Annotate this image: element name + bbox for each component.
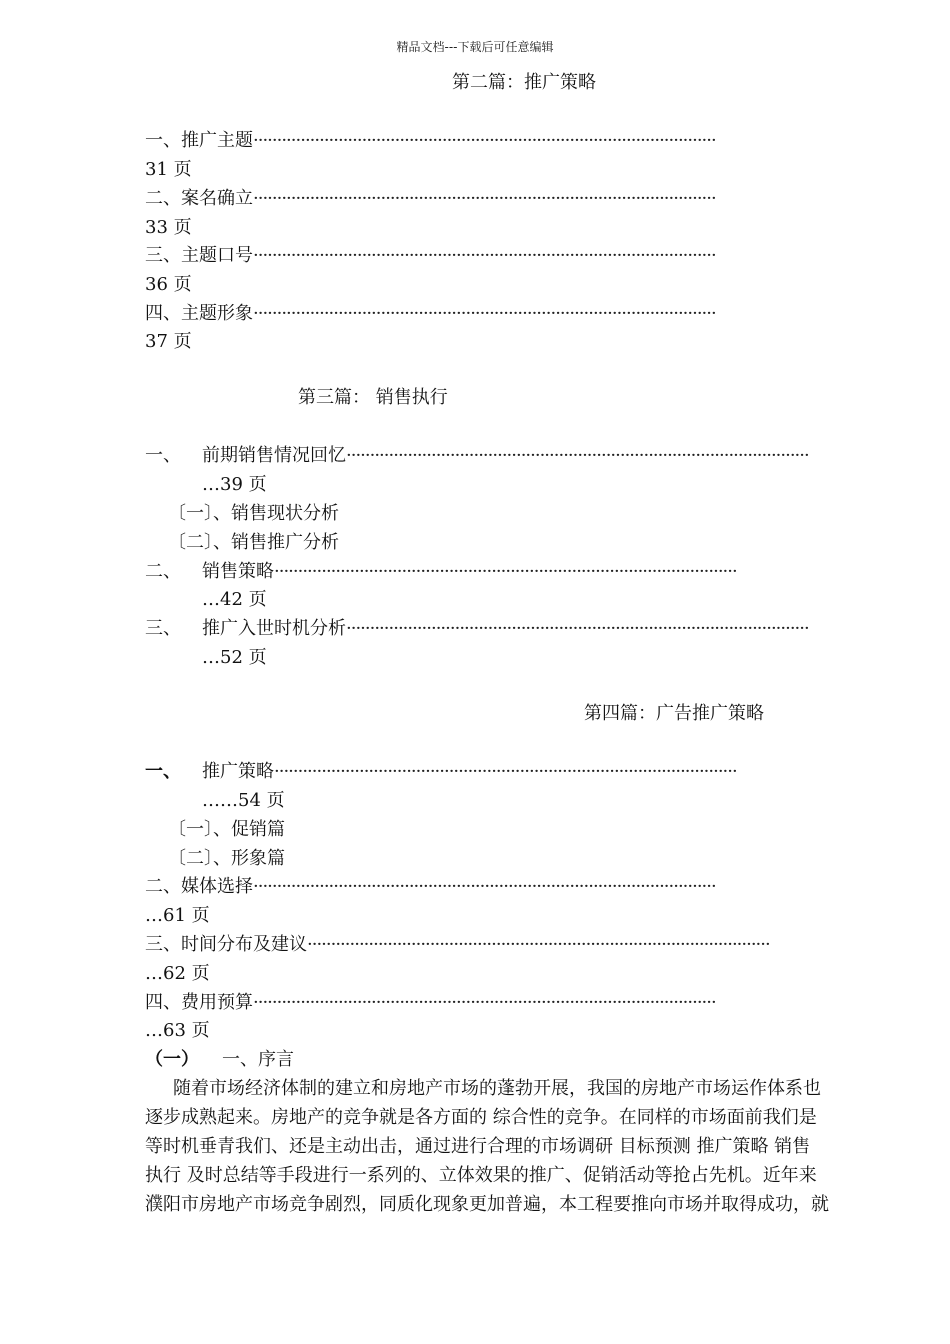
- toc-page-number: 36 页: [145, 274, 192, 295]
- toc-page-number: …63 页: [145, 1020, 210, 1041]
- toc-page-number: …42 页: [202, 589, 267, 610]
- toc-page-number: 37 页: [145, 331, 192, 352]
- toc-entry[interactable]: [145, 557, 872, 586]
- toc-entry-label: 前期销售情况回忆: [202, 445, 346, 466]
- toc-entry-number: 一、: [145, 761, 181, 782]
- paragraph-line: 逐步成熟起来。房地产的竞争就是各方面的 综合性的竞争。在同样的市场面前我们是: [145, 1107, 817, 1128]
- toc-entry-label: 三、主题口号: [145, 245, 253, 266]
- part2-title: 第二篇：推广策略: [452, 72, 596, 93]
- dot-leader: ··································································································: [253, 188, 716, 209]
- toc-entry[interactable]: [145, 988, 872, 1017]
- toc-entry-label: 三、时间分布及建议: [145, 934, 307, 955]
- toc-entry-label: 四、主题形象: [145, 303, 253, 324]
- toc-entry-number: 一、: [145, 445, 181, 466]
- toc-entry[interactable]: [145, 614, 872, 643]
- toc-entry-label: 二、媒体选择: [145, 876, 253, 897]
- page-header-watermark: 精品文档---下载后可任意编辑: [396, 40, 554, 54]
- dot-leader: ··································································································: [253, 876, 716, 897]
- dot-leader: ··································································································: [346, 618, 809, 639]
- paragraph-line: 等时机垂青我们、还是主动出击，通过进行合理的市场调研 目标预测 推广策略 销售: [145, 1136, 811, 1157]
- preface-paragraph: [145, 1074, 873, 1219]
- part3-title: 第三篇： 销售执行: [298, 387, 448, 408]
- toc-page-number: 33 页: [145, 217, 192, 238]
- toc-entry-label: 一、推广主题: [145, 130, 253, 151]
- dot-leader: ··································································································: [253, 245, 716, 266]
- paragraph-line: 执行 及时总结等手段进行一系列的、立体效果的推广、促销活动等抢占先机。近年来: [145, 1165, 817, 1186]
- dot-leader: ··································································································: [274, 761, 737, 782]
- toc-subentry[interactable]: 〔二〕、形象篇: [168, 848, 285, 869]
- toc-subentry[interactable]: 〔一〕、促销篇: [168, 819, 285, 840]
- toc-entry-label: 销售策略: [202, 561, 274, 582]
- paragraph-line: 随着市场经济体制的建立和房地产市场的蓬勃开展，我国的房地产市场运作体系也: [173, 1078, 821, 1099]
- dot-leader: ··································································································: [253, 992, 716, 1013]
- toc-entry-number: 三、: [145, 618, 181, 639]
- part4-title: 第四篇：广告推广策略: [584, 703, 764, 724]
- dot-leader: ··································································································: [307, 934, 770, 955]
- dot-leader: ··································································································: [253, 303, 716, 324]
- dot-leader: ··································································································: [274, 561, 737, 582]
- toc-subentry[interactable]: 〔一〕、销售现状分析: [168, 503, 339, 524]
- toc-page-number: ……54 页: [202, 790, 285, 811]
- preface-heading: 一、序言: [222, 1049, 294, 1070]
- toc-page-number: …62 页: [145, 963, 210, 984]
- toc-page-number: …39 页: [202, 474, 267, 495]
- toc-entry-label: 推广策略: [202, 761, 274, 782]
- dot-leader: ··································································································: [346, 445, 809, 466]
- toc-entry[interactable]: [145, 757, 872, 786]
- toc-entry-number: 二、: [145, 561, 181, 582]
- toc-subentry[interactable]: 〔二〕、销售推广分析: [168, 532, 339, 553]
- paragraph-line: 濮阳市房地产市场竞争剧烈，同质化现象更加普遍，本工程要推向市场并取得成功，就: [145, 1194, 829, 1215]
- toc-entry[interactable]: [145, 930, 872, 959]
- toc-entry-label: 二、案名确立: [145, 188, 253, 209]
- preface-heading-number: （一）: [145, 1049, 199, 1070]
- toc-page-number: 31 页: [145, 159, 192, 180]
- toc-page-number: …52 页: [202, 647, 267, 668]
- toc-entry-label: 推广入世时机分析: [202, 618, 346, 639]
- toc-entry[interactable]: [145, 126, 872, 155]
- toc-entry[interactable]: [145, 299, 872, 328]
- toc-page-number: …61 页: [145, 905, 210, 926]
- toc-entry[interactable]: [145, 872, 872, 901]
- toc-entry-label: 四、费用预算: [145, 992, 253, 1013]
- dot-leader: ··································································································: [253, 130, 716, 151]
- toc-entry[interactable]: [145, 441, 872, 470]
- toc-entry[interactable]: [145, 184, 872, 213]
- toc-entry[interactable]: [145, 241, 872, 270]
